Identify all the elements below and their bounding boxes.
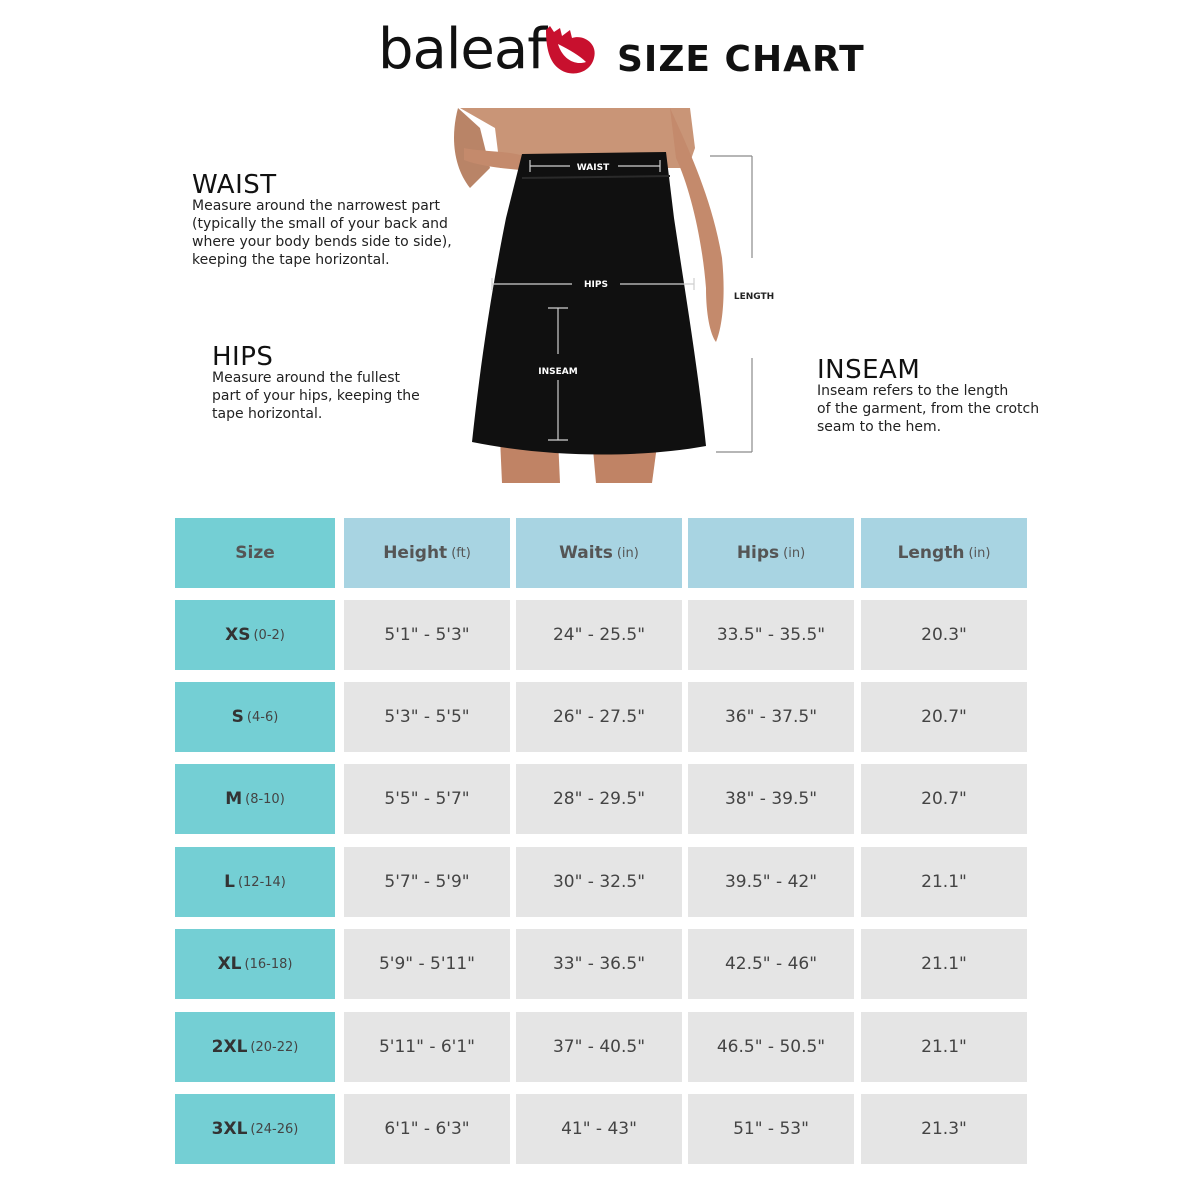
length-cell: 20.3" (861, 600, 1027, 670)
table-row (175, 929, 1027, 999)
size-code: (20-22) (250, 1039, 299, 1055)
column-header-unit: (in) (616, 545, 639, 561)
hips-cell: 33.5" - 35.5" (688, 600, 854, 670)
waist-label: WAIST (576, 163, 610, 173)
length-cell: 21.3" (861, 1094, 1027, 1164)
size-cell (175, 1012, 335, 1082)
hips-description (212, 369, 420, 423)
size-cell (175, 600, 335, 670)
waist-cell: 28" - 29.5" (516, 764, 682, 834)
waist-cell: 26" - 27.5" (516, 682, 682, 752)
size-code: (24-26) (250, 1121, 299, 1137)
table-row (175, 847, 1027, 917)
column-header-unit: (in) (783, 545, 806, 561)
waist-heading: WAIST (192, 170, 277, 200)
column-header-label: Hips (736, 543, 780, 563)
leaf-logo-icon (540, 24, 600, 80)
hips-cell: 38" - 39.5" (688, 764, 854, 834)
size-label: M (225, 789, 243, 809)
height-cell: 6'1" - 6'3" (344, 1094, 510, 1164)
hips-cell: 46.5" - 50.5" (688, 1012, 854, 1082)
waist-cell: 30" - 32.5" (516, 847, 682, 917)
waist-cell: 41" - 43" (516, 1094, 682, 1164)
hips-heading: HIPS (212, 342, 274, 372)
height-cell: 5'1" - 5'3" (344, 600, 510, 670)
column-header-unit: (in) (968, 545, 991, 561)
table-row (175, 764, 1027, 834)
waist-cell: 37" - 40.5" (516, 1012, 682, 1082)
inseam-description (817, 382, 1039, 436)
size-label: XL (217, 954, 242, 974)
size-cell (175, 1094, 335, 1164)
height-cell: 5'7" - 5'9" (344, 847, 510, 917)
inseam-description-line: Inseam refers to the length (817, 383, 1009, 399)
length-cell: 20.7" (861, 764, 1027, 834)
waist-description-line: Measure around the narrowest part (192, 198, 441, 214)
waist-cell: 33" - 36.5" (516, 929, 682, 999)
column-header-waist (516, 518, 682, 588)
column-header-unit: (ft) (451, 545, 471, 561)
size-cell (175, 764, 335, 834)
height-cell: 5'3" - 5'5" (344, 682, 510, 752)
waist-description-line: (typically the small of your back and (192, 216, 448, 232)
hips-cell: 51" - 53" (688, 1094, 854, 1164)
column-header-label: Size (235, 543, 275, 563)
inseam-heading: INSEAM (817, 355, 921, 385)
table-row (175, 682, 1027, 752)
inseam-label: INSEAM (538, 367, 578, 377)
hips-cell: 36" - 37.5" (688, 682, 854, 752)
table-row (175, 600, 1027, 670)
size-code: (0-2) (253, 627, 285, 643)
page-title: SIZE CHART (617, 39, 865, 80)
size-code: (16-18) (244, 956, 293, 972)
hips-cell: 42.5" - 46" (688, 929, 854, 999)
size-code: (4-6) (246, 709, 279, 725)
size-label: 2XL (211, 1037, 248, 1057)
column-header-size (175, 518, 335, 588)
table-header-row (175, 518, 1027, 588)
hips-description-line: tape horizontal. (212, 406, 323, 422)
column-header-hips (688, 518, 854, 588)
size-label: 3XL (211, 1119, 248, 1139)
column-header-label: Length (897, 543, 965, 563)
waist-description (192, 197, 452, 269)
height-cell: 5'9" - 5'11" (344, 929, 510, 999)
inseam-description-line: seam to the hem. (817, 419, 942, 435)
size-cell (175, 929, 335, 999)
length-cell: 21.1" (861, 1012, 1027, 1082)
size-label: S (231, 707, 244, 727)
size-cell (175, 847, 335, 917)
length-cell: 21.1" (861, 929, 1027, 999)
inseam-description-line: of the garment, from the crotch (817, 401, 1040, 417)
height-cell: 5'5" - 5'7" (344, 764, 510, 834)
size-code: (8-10) (245, 791, 285, 807)
size-cell (175, 682, 335, 752)
length-cell: 21.1" (861, 847, 1027, 917)
waist-description-line: keeping the tape horizontal. (192, 252, 390, 268)
size-label: L (224, 872, 235, 892)
table-row (175, 1012, 1027, 1082)
table-row (175, 1094, 1027, 1164)
waist-cell: 24" - 25.5" (516, 600, 682, 670)
length-cell: 20.7" (861, 682, 1027, 752)
height-cell: 5'11" - 6'1" (344, 1012, 510, 1082)
size-label: XS (225, 625, 251, 645)
waist-description-line: where your body bends side to side), (192, 234, 452, 250)
column-header-label: Height (383, 543, 448, 563)
column-header-label: Waits (559, 543, 613, 563)
length-label: LENGTH (733, 292, 775, 302)
hips-cell: 39.5" - 42" (688, 847, 854, 917)
size-code: (12-14) (237, 874, 286, 890)
hips-description-line: Measure around the fullest (212, 370, 401, 386)
brand-name: baleaf (378, 17, 546, 82)
skirt-measurement-illustration (440, 108, 800, 483)
hips-description-line: part of your hips, keeping the (212, 388, 420, 404)
column-header-height (344, 518, 510, 588)
column-header-length (861, 518, 1027, 588)
hips-label: HIPS (584, 280, 608, 290)
skirt (472, 152, 706, 455)
